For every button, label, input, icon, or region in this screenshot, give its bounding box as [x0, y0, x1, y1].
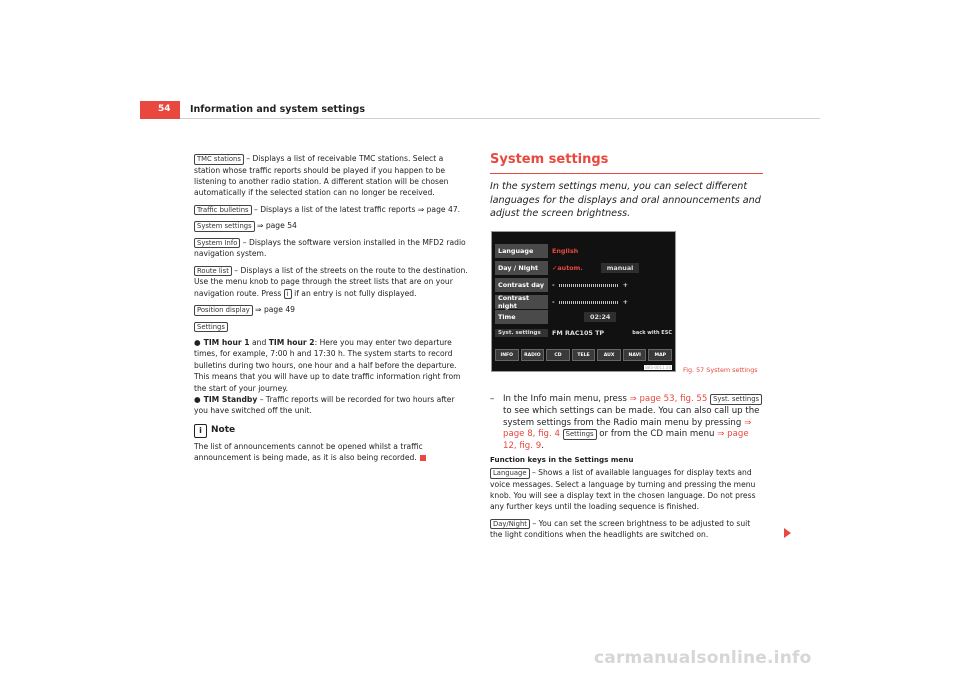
bullet-dot-icon: ●: [194, 338, 201, 348]
route-list-entry: Route list – Displays a list of the streets on the route to the destination. Use the menu knob to page through the street lists that are on your navigation route. Press i if an entry is not fully displayed.: [194, 265, 468, 298]
position-display-entry: [194, 304, 468, 316]
screen-row-language: Language English: [495, 244, 672, 258]
check-icon: ✓: [552, 264, 558, 272]
contrast-night-slider: [559, 301, 619, 304]
system-info-entry: System Info – Displays the software version installed in the MFD2 radio navigation system.: [194, 237, 466, 259]
instruction-step: – In the Info main menu, press ⇒ page 53, fig. 55 Syst. settings to see which settings can be made. You can also call up the system settings from the Radio main menu by pressing ⇒ page 8, fig. 4 Settings or from the CD main menu ⇒ page 12, fig. 9.: [490, 394, 765, 453]
bullet-tim-hour: ● TIM hour 1 and TIM hour 2: Here you may enter two departure times, for example, 7:00 h and 17:30 h. The system starts to record bulletins during two hours, one hour and a half before the departure. This means that you will have up to date traffic information right from the start of your journey.: [194, 338, 461, 393]
traffic-bulletins-entry: Traffic bulletins – Displays a list of the latest traffic reports ⇒ page 47.: [194, 204, 468, 216]
language-key: Language: [490, 468, 530, 479]
screen-tab-navi: NAVI: [623, 349, 647, 361]
day-night-key: Day/Night: [490, 519, 530, 530]
section-intro: In the system settings menu, you can select different languages for the displays and oral announcements and adjust the screen brightness.: [490, 181, 761, 219]
language-entry: Language – Shows a list of available languages for display texts and voice messages. Select a language by turning and pressing the menu knob. You will see a display text in the chosen language. Do not press any further keys until the loading sequence is finished.: [490, 468, 756, 512]
contrast-day-slider: [559, 284, 619, 287]
left-column: [194, 153, 468, 465]
position-display-key: Position display: [194, 305, 253, 316]
screen-row-time: Time 02:24: [495, 310, 672, 324]
header-rule: [180, 118, 820, 119]
system-settings-page-ref[interactable]: ⇒ page 54: [254, 221, 297, 231]
note-info-icon: i: [194, 424, 207, 438]
page-number: 54: [158, 104, 171, 114]
section-rule: [490, 173, 763, 174]
screen-row-contrast-night: Contrast night - +: [495, 295, 672, 309]
system-settings-screenshot: [491, 231, 676, 372]
position-page-ref[interactable]: ⇒ page 49: [252, 305, 295, 315]
settings-entry: [194, 321, 468, 333]
note-title: Note: [211, 425, 236, 436]
system-settings-key: System settings: [194, 221, 255, 232]
bullet-dot-icon: ●: [194, 395, 201, 405]
end-of-section-icon: [420, 455, 426, 461]
screen-tabs: [495, 349, 672, 361]
function-keys-list: [490, 467, 765, 542]
traffic-page-ref[interactable]: ⇒ page 47.: [417, 204, 461, 214]
function-keys-heading: Function keys in the Settings menu: [490, 455, 634, 464]
screen-tab-info: INFO: [495, 349, 519, 361]
radio-settings-key: Settings: [563, 429, 597, 440]
bullet-tim-standby: ● TIM Standby – Traffic reports will be recorded for two hours after you have switched off the unit.: [194, 395, 455, 416]
screen-tab-tele: TELE: [572, 349, 596, 361]
tmc-stations-entry: TMC stations – Displays a list of receivable TMC stations. Select a station whose traffic reports should be played if you happen to be listening to another radio station. A different station will be chosen automatically if the selected station can no longer be received.: [194, 154, 449, 198]
screen-status-bar: Syst. settings FM RAC105 TP back with ESC: [495, 327, 672, 338]
screen-tab-cd: CD: [546, 349, 570, 361]
header-title: Information and system settings: [190, 104, 365, 115]
settings-key: Settings: [194, 322, 228, 333]
note-text: The list of announcements cannot be opened whilst a traffic announcement is being made, as it is also being recorded.: [194, 441, 468, 464]
tmc-stations-key: TMC stations: [194, 154, 244, 165]
note-heading: [194, 424, 468, 438]
next-page-arrow-icon[interactable]: [784, 528, 791, 538]
screen-tab-aux: AUX: [597, 349, 621, 361]
page-8-ref[interactable]: ⇒ page 8, fig. 4: [503, 417, 752, 440]
page-12-ref[interactable]: ⇒ page 12, fig. 9: [503, 429, 749, 452]
page-53-ref[interactable]: ⇒ page 53, fig. 55: [629, 394, 708, 404]
route-list-key: Route list: [194, 266, 232, 277]
traffic-bulletins-key: Traffic bulletins: [194, 205, 252, 216]
section-title: System settings: [490, 152, 609, 167]
screen-row-contrast-day: Contrast day - +: [495, 278, 672, 292]
syst-settings-key: Syst. settings: [710, 394, 762, 405]
watermark: carmanualsonline.info: [594, 648, 812, 668]
figure-caption: Fig. 57 System settings: [683, 366, 758, 374]
info-icon: i: [284, 289, 292, 300]
screen-row-day-night: Day / Night ✓ autom. manual: [495, 261, 672, 275]
screen-tab-map: MAP: [648, 349, 672, 361]
system-info-key: System Info: [194, 238, 240, 249]
system-settings-entry: [194, 220, 468, 232]
day-night-entry: Day/Night – You can set the screen brightness to be adjusted to suit the light conditions when the headlights are switched on.: [490, 518, 751, 540]
figure-code: B8S-0011 20: [645, 365, 671, 370]
screen-tab-radio: RADIO: [521, 349, 545, 361]
